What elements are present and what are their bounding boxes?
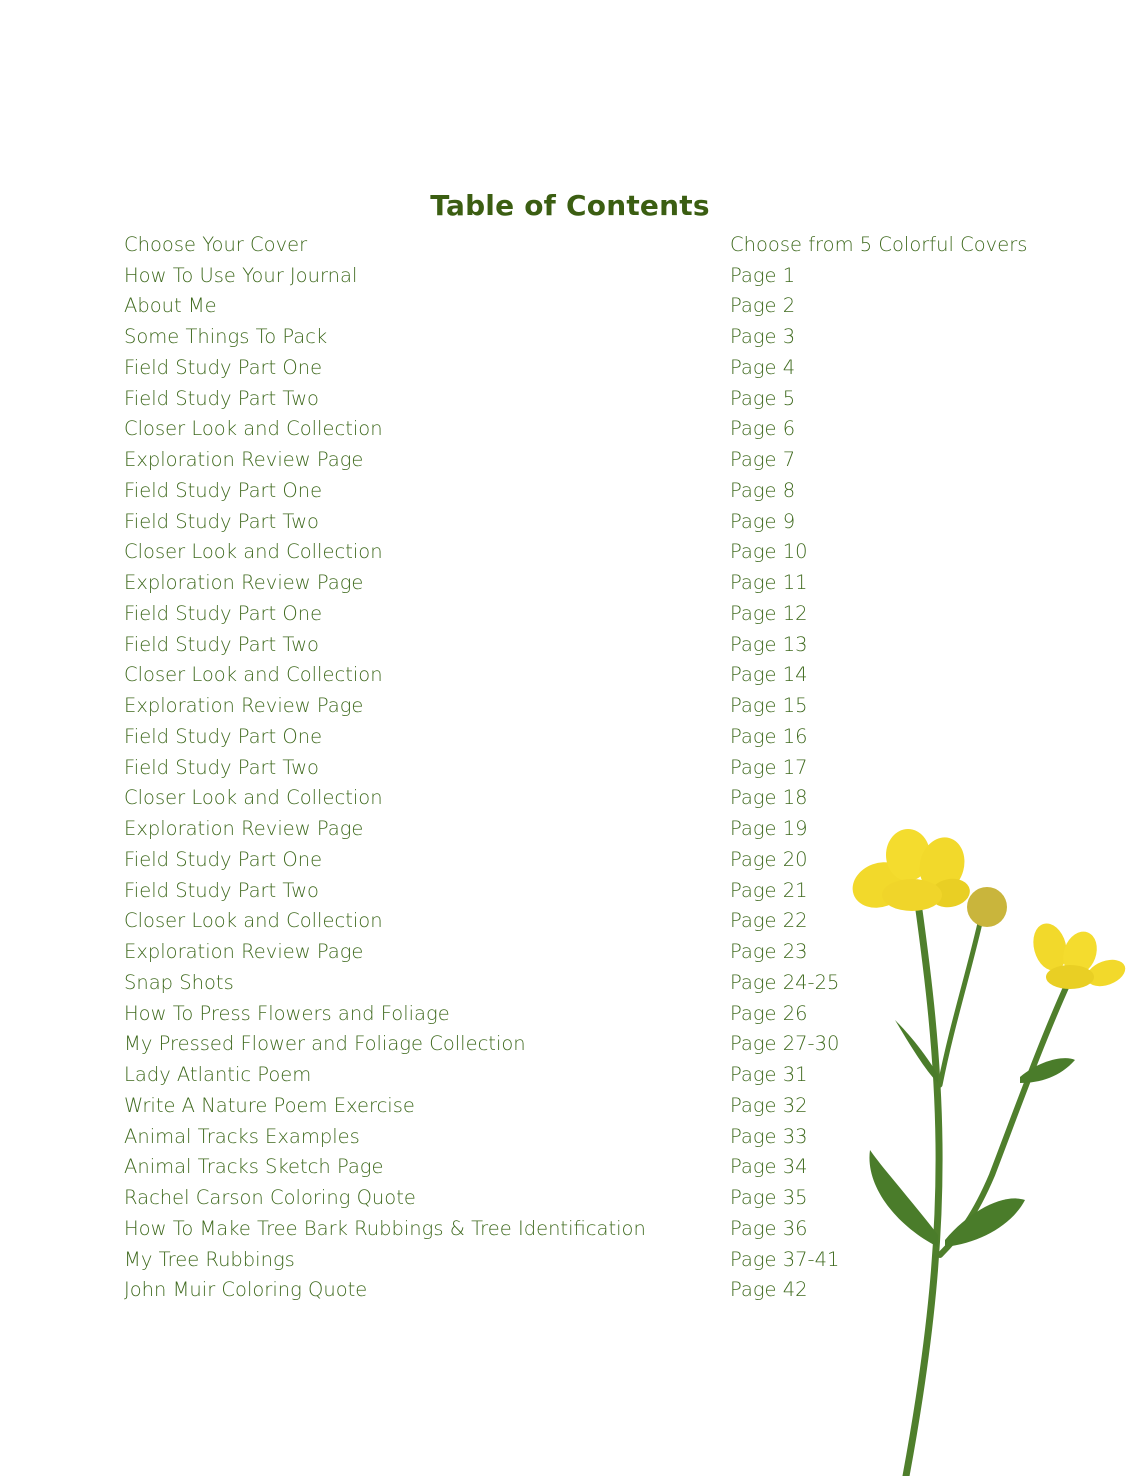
- toc-entry-page: Page 17: [730, 755, 808, 779]
- toc-entry-page: Page 36: [730, 1216, 808, 1240]
- toc-entry: [124, 629, 1064, 660]
- toc-entry-title: Exploration Review Page: [124, 694, 364, 718]
- toc-entry: [124, 598, 1064, 629]
- toc-entry-page: Page 31: [730, 1063, 808, 1087]
- toc-entry-page: Page 8: [730, 478, 796, 502]
- toc-entry-title: Field Study Part Two: [124, 755, 319, 779]
- page-title: Table of Contents: [430, 188, 710, 222]
- toc-entry: [124, 444, 1064, 475]
- toc-entry-title: Exploration Review Page: [124, 817, 364, 841]
- toc-entry-title: How To Make Tree Bark Rubbings & Tree Identification: [124, 1216, 646, 1240]
- toc-entry-page: Page 11: [730, 571, 808, 595]
- toc-entry-page: Page 27-30: [730, 1032, 840, 1056]
- toc-entry: [124, 475, 1064, 506]
- toc-entry: [124, 260, 1064, 291]
- toc-entry-page: Page 6: [730, 417, 796, 441]
- toc-entry-page: Page 32: [730, 1093, 808, 1117]
- leaf-lower-left: [869, 1150, 938, 1247]
- right-flower: [1028, 920, 1129, 991]
- toc-entry-page: Page 5: [730, 386, 796, 410]
- toc-entry-page: Page 2: [730, 294, 796, 318]
- toc-entry: [124, 321, 1064, 352]
- toc-entry: [124, 752, 1064, 783]
- toc-entry-title: Field Study Part Two: [124, 386, 319, 410]
- toc-entry-title: Rachel Carson Coloring Quote: [124, 1186, 416, 1210]
- flower-bud: [967, 887, 1007, 927]
- toc-entry-page: Page 21: [730, 878, 808, 902]
- toc-entry-title: Closer Look and Collection: [124, 417, 383, 441]
- toc-entry-page: Page 35: [730, 1186, 808, 1210]
- main-stem: [906, 903, 939, 1476]
- toc-entry-title: Some Things To Pack: [124, 325, 328, 349]
- toc-entry-page: Page 16: [730, 724, 808, 748]
- leaf-right: [1020, 1058, 1075, 1083]
- toc-entry-page: Page 7: [730, 448, 796, 472]
- toc-entry-title: Field Study Part Two: [124, 632, 319, 656]
- toc-entry-title: Exploration Review Page: [124, 940, 364, 964]
- toc-entry-page: Page 9: [730, 509, 796, 533]
- toc-entry: [124, 383, 1064, 414]
- toc-entry: [124, 352, 1064, 383]
- toc-entry-page: Page 24-25: [730, 970, 840, 994]
- toc-entry-title: Field Study Part Two: [124, 509, 319, 533]
- toc-entry-title: My Tree Rubbings: [124, 1247, 295, 1271]
- toc-entry-page: Page 26: [730, 1001, 808, 1025]
- toc-entry-title: Closer Look and Collection: [124, 909, 383, 933]
- toc-entry-page: Page 23: [730, 940, 808, 964]
- toc-entry-title: Field Study Part One: [124, 724, 323, 748]
- toc-entry: [124, 414, 1064, 445]
- toc-entry-page: Page 12: [730, 601, 808, 625]
- toc-entry-title: Exploration Review Page: [124, 571, 364, 595]
- toc-entry-page: Page 3: [730, 325, 796, 349]
- toc-entry-title: How To Use Your Journal: [124, 263, 358, 287]
- toc-entry: [124, 690, 1064, 721]
- toc-entry-title: Animal Tracks Examples: [124, 1124, 360, 1148]
- toc-entry-page: Page 10: [730, 540, 808, 564]
- toc-entry-title: About Me: [124, 294, 217, 318]
- toc-entry-title: Animal Tracks Sketch Page: [124, 1155, 384, 1179]
- toc-entry-page: Page 14: [730, 663, 808, 687]
- toc-entry-title: Field Study Part One: [124, 478, 323, 502]
- toc-entry: [124, 567, 1064, 598]
- toc-entry-title: Write A Nature Poem Exercise: [124, 1093, 415, 1117]
- toc-entry-title: My Pressed Flower and Foliage Collection: [124, 1032, 526, 1056]
- toc-entry-page: Page 15: [730, 694, 808, 718]
- toc-entry-title: Snap Shots: [124, 970, 234, 994]
- toc-entry-page: Page 37-41: [730, 1247, 840, 1271]
- toc-entry-page: Page 18: [730, 786, 808, 810]
- toc-entry-title: Field Study Part One: [124, 847, 323, 871]
- toc-entry-page: Page 22: [730, 909, 808, 933]
- toc-entry: [124, 783, 1064, 814]
- toc-entry-page: Page 1: [730, 263, 796, 287]
- toc-entry-page: Page 34: [730, 1155, 808, 1179]
- toc-entry-page: Choose from 5 Colorful Covers: [730, 232, 1028, 256]
- toc-entry-title: Field Study Part One: [124, 355, 323, 379]
- toc-entry-page: Page 13: [730, 632, 808, 656]
- toc-entry-title: Field Study Part Two: [124, 878, 319, 902]
- toc-entry-page: Page 4: [730, 355, 796, 379]
- toc-entry: [124, 291, 1064, 322]
- leaf-lower-right: [945, 1198, 1025, 1247]
- toc-entry: [124, 506, 1064, 537]
- main-flower: [846, 829, 972, 915]
- toc-entry-title: Exploration Review Page: [124, 448, 364, 472]
- toc-entry-title: John Muir Coloring Quote: [124, 1278, 368, 1302]
- toc-entry-page: Page 42: [730, 1278, 808, 1302]
- toc-entry-title: Closer Look and Collection: [124, 663, 383, 687]
- toc-entry: [124, 721, 1064, 752]
- toc-entry-page: Page 19: [730, 817, 808, 841]
- toc-entry: [124, 660, 1064, 691]
- toc-entry-title: Lady Atlantic Poem: [124, 1063, 312, 1087]
- bud-stem: [940, 923, 980, 1085]
- toc-entry-title: Closer Look and Collection: [124, 540, 383, 564]
- toc-entry-title: Field Study Part One: [124, 601, 323, 625]
- toc-entry-page: Page 33: [730, 1124, 808, 1148]
- toc-entry: [124, 537, 1064, 568]
- toc-entry-title: Closer Look and Collection: [124, 786, 383, 810]
- toc-entry-page: Page 20: [730, 847, 808, 871]
- toc-entry-title: Choose Your Cover: [124, 232, 308, 256]
- toc-entry: [124, 229, 1064, 260]
- toc-entry-title: How To Press Flowers and Foliage: [124, 1001, 450, 1025]
- buttercup-flower-illustration: [840, 815, 1140, 1476]
